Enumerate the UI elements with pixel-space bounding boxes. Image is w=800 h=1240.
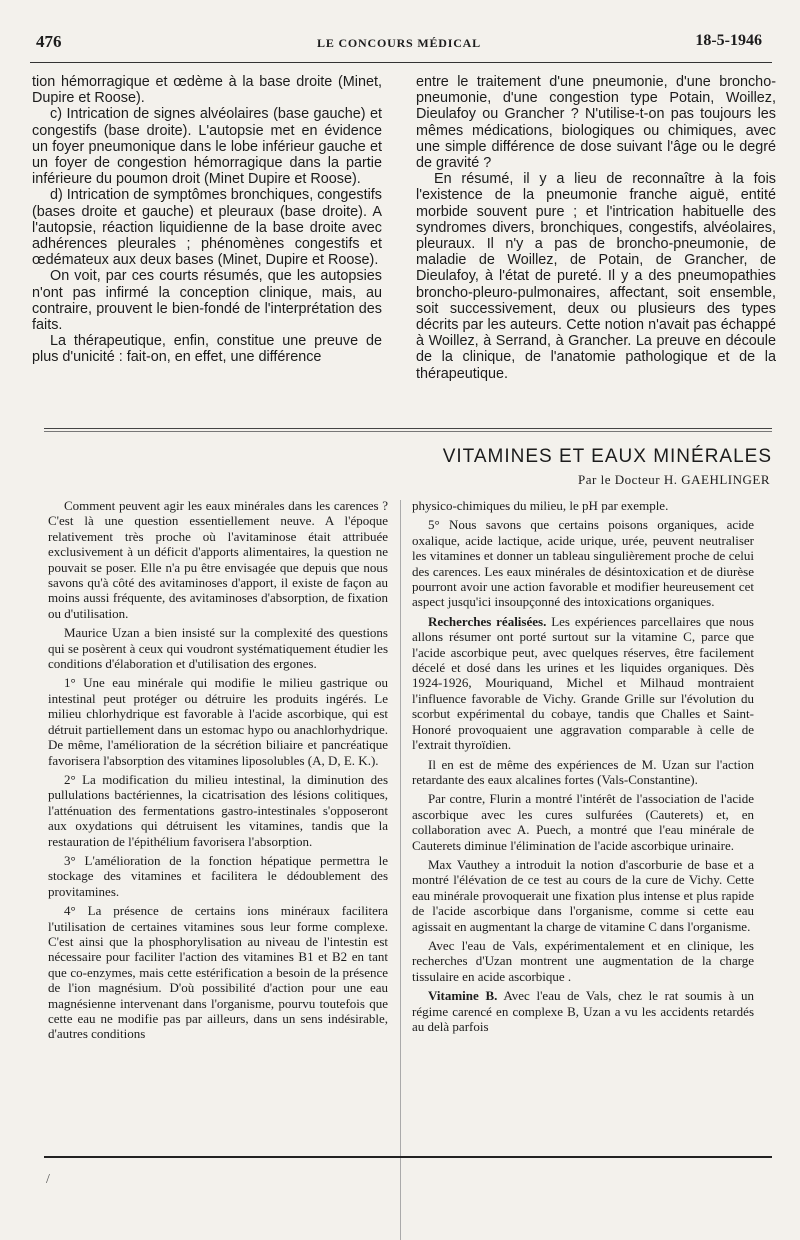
- paragraph: [412, 988, 754, 1034]
- paragraph: En résumé, il y a lieu de reconnaître à la fois l'existence de la pneumonie franche aiguë, entité morbide souvent pure ; et l'intrication habituelle des syndromes divers, bronchiques, congestifs, alvéolaires, pleuraux. Il n'y a pas de broncho-pneumonie, de maladie de Woillez, de Potain, de Grancher, de Dieulafoy, à l'état de pureté. Il y a des pneumopathies broncho-pleuro-pulmonaires, affectant, soit ensemble, soit successivement, deux ou plusieurs des types décrits par les auteurs. Cette notion n'avait pas échappé à Woillez, à Serrand, à Grancher. La preuve en découle de la clinique, de l'anatomie pathologique et de la thérapeutique.: [416, 171, 776, 382]
- header-rule: [30, 62, 772, 63]
- paragraph: On voit, par ces courts résumés, que les autopsies n'ont pas infirmé la conception clinique, mais, au contraire, prouvent le bien-fondé de l'interprétation des faits.: [32, 268, 382, 334]
- page-header: [36, 32, 762, 56]
- article-left-column: [48, 498, 388, 1046]
- section-lead: Recherches réalisées.: [428, 613, 547, 629]
- article-title: VITAMINES ET EAUX MINÉRALES: [442, 446, 772, 467]
- paragraph: d) Intrication de symptômes bronchiques, congestifs (bases droite et gauche) et pleuraux (base droite). A l'autopsie, réaction liquidienne de la base droite avec adhérences pleurales ; phénomènes congestifs et œdémateux aux deux bases (Minet, Dupire et Roose).: [32, 187, 382, 269]
- paragraph-text: Maurice Uzan a bien insisté sur la complexité des questions qui se posèrent à ceux qui voudront systématiquement étudier les conditions d'élaboration et d'utilisation des ergones.: [48, 625, 388, 672]
- article-author: Par le Docteur H. GAEHLINGER: [578, 472, 770, 487]
- paragraph-text: 1° Une eau minérale qui modifie le milieu gastrique ou intestinal peut protéger ou détruire les produits ingérés. Le milieu chlorhydrique est favorable à l'acide ascorbique, qui est détruit partiellement dans un estomac hypo ou anachlorhydrique. De même, l'amélioration de la sécrétion biliaire et pancréatique favorisera l'absorption des vitamines liposolubles (A, D, E. K.).: [48, 675, 388, 768]
- page-number: 476: [36, 32, 62, 51]
- top-left-column: [32, 74, 382, 366]
- paragraph-text: 2° La modification du milieu intestinal, la diminution des pullulations bactériennes, la cicatrisation des lésions colitiques, l'atténuation des fermentations gastro-intestinales s'opposeront aux oxydations qui détruisent les vitamines, tandis que la restauration de l'épithélium favorisera l'absorption.: [48, 771, 388, 849]
- paragraph-text: Les expériences parcellaires que nous allons résumer ont porté surtout sur la vitamine C, parce que l'acide ascorbique peut, avec quelques réserves, être facilement décelé et dosé dans les urines et les liquides organiques. Dès 1924-1926, Mouriquand, Michel et Milhaud montraient l'influence favorable de Vichy. Grande Grille sur l'évolution du scorbut expérimental du cobaye, tandis que Challes et Saint-Honoré provoquaient une aggravation comparable à celle de l'extrait thyroïdien.: [412, 613, 754, 753]
- paragraph: entre le traitement d'une pneumonie, d'une broncho-pneumonie, d'une congestion type Potain, Woillez, Dieulafoy ou Grancher ? N'utilise-t-on pas toujours les mêmes médications, biologiques ou chimiques, avec une simple différence de dose suivant l'âge ou le degré de gravité ?: [416, 74, 776, 172]
- paragraph: tion hémorragique et œdème à la base droite (Minet, Dupire et Roose).: [32, 74, 382, 107]
- paragraph: [48, 625, 388, 671]
- paragraph: [412, 614, 754, 753]
- footer-rule: [44, 1156, 772, 1158]
- paragraph-text: Il en est de même des expériences de M. Uzan sur l'action retardante des eaux alcalines fortes (Vals-Constantine).: [412, 756, 754, 787]
- paragraph-text: 3° L'amélioration de la fonction hépatique permettra le stockage des vitamines et facilitera le dédoublement des provitamines.: [48, 852, 388, 899]
- paragraph-text: 4° La présence de certains ions minéraux facilitera l'utilisation de certaines vitamines sous leur forme complexe. C'est ainsi que la phosphorylisation au niveau de l'intestin est nécessaire pour faciliter l'action des vitamines B1 et B2 en tant que co-enzymes, mais cette estérification a besoin de la présence de l'ion magnésium. D'où possibilité d'action pour une eau magnésienne intervenant dans l'organisme, pourvu toutefois que cette eau ne modifie pas par ailleurs, dans un sens indésirable, d'autres conditions: [48, 903, 388, 1042]
- paragraph: [412, 857, 754, 934]
- paragraph: [412, 498, 754, 513]
- scan-mark: /: [46, 1172, 50, 1187]
- column-divider: [400, 500, 401, 1240]
- article-right-column: [412, 498, 754, 1038]
- paragraph: [48, 903, 388, 1042]
- paragraph: La thérapeutique, enfin, constitue une preuve de plus d'unicité : fait-on, en effet, une différence: [32, 333, 382, 366]
- paragraph-text: Comment peuvent agir les eaux minérales dans les carences ? C'est là une question essentiellement neuve. A l'époque relativement très proche où l'avitaminose était attribuée exclusivement à un déficit d'apports alimentaires, la question ne pouvait se poser. Elle n'a pu être envisagée que depuis que nous savons qu'à côté des avitaminoses d'apport, il existe de façon au moins aussi fréquente, des avitaminoses d'absorption, de fixation ou d'utilisation.: [48, 498, 388, 621]
- section-divider-secondary: [44, 431, 772, 432]
- paragraph: [48, 772, 388, 849]
- section-divider: [44, 428, 772, 429]
- paragraph-text: Avec l'eau de Vals, expérimentalement et en clinique, les recherches d'Uzan montrent une augmentation de la charge tissulaire en acide ascorbique .: [412, 937, 754, 984]
- paragraph-text: Avec l'eau de Vals, chez le rat soumis à un régime carencé en complexe B, Uzan a vu les accidents retardés au delà parfois: [412, 988, 754, 1034]
- paragraph: [412, 938, 754, 984]
- paragraph-text: 5° Nous savons que certains poisons organiques, acide oxalique, acide lactique, acide urique, urée, peuvent neutraliser les vitamines et donner un tableau singulièrement proche de celui des carences. Les eaux minérales de désintoxication et de diurèse pourront avoir une action favorable et modifier heureusement cet aspect jusqu'ici insoupçonné des intoxications organiques.: [412, 517, 754, 610]
- paragraph: [412, 791, 754, 853]
- paragraph-text: Par contre, Flurin a montré l'intérêt de l'association de l'acide ascorbique avec les cures sulfurées (Cauterets) et, en collaboration avec A. Puech, a montré que l'eau minérale de Cauterets diminue l'élimination de l'acide ascorbique urinaire.: [412, 791, 754, 853]
- paragraph: [412, 517, 754, 609]
- paragraph-text: physico-chimiques du milieu, le pH par exemple.: [412, 498, 669, 513]
- top-right-column: [416, 74, 776, 382]
- section-lead: Vitamine B.: [428, 988, 498, 1004]
- paragraph: [48, 853, 388, 899]
- paragraph: [48, 675, 388, 767]
- issue-date: 18-5-1946: [695, 32, 762, 49]
- paragraph: c) Intrication de signes alvéolaires (base gauche) et congestifs (base droite). L'autopsie met en évidence un foyer pneumonique dans le lobe inférieur gauche et un foyer de congestion hémorragique dans la partie inférieure du poumon droit (Minet Dupire et Roose).: [32, 106, 382, 188]
- paragraph: [48, 498, 388, 621]
- journal-title: LE CONCOURS MÉDICAL: [317, 36, 481, 50]
- paragraph: [412, 757, 754, 788]
- paragraph-text: Max Vauthey a introduit la notion d'ascorburie de base et a montré l'élévation de ce test au cours de la cure de Vichy. Cette eau minérale provoquerait une fixation plus intense et plus rapide de l'acide ascorbique dans l'organisme, comme si cette eau agissait en augmentant la charge de vitamine C dans l'organisme.: [412, 856, 754, 934]
